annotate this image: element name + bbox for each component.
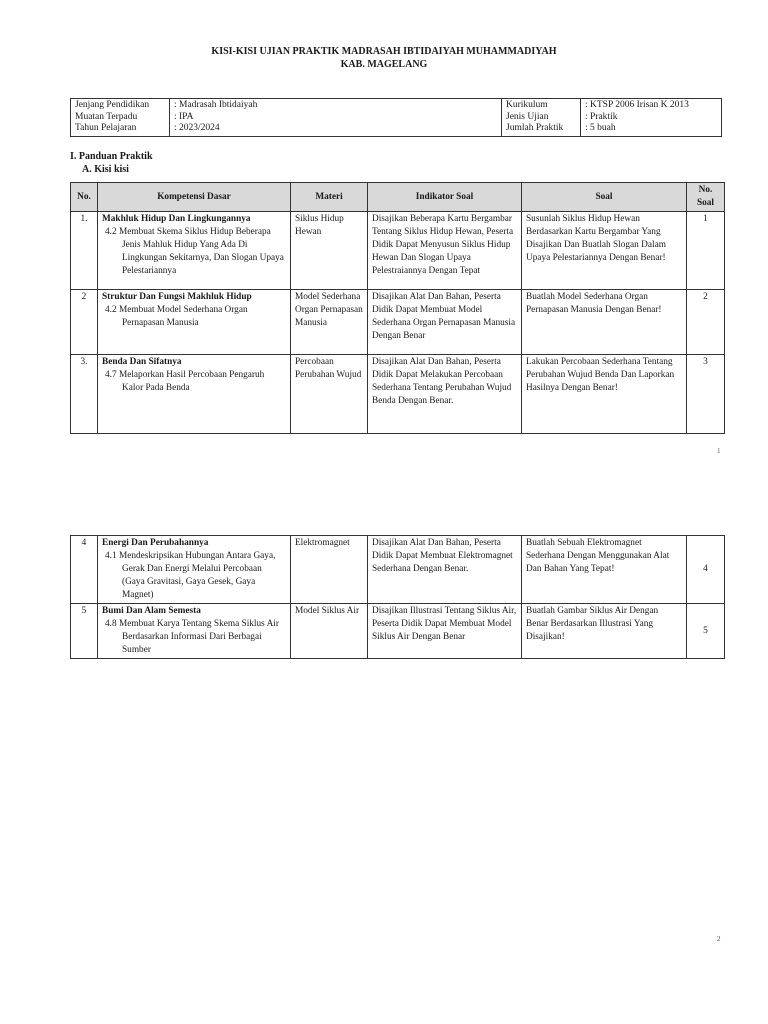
info-left-values (170, 99, 502, 137)
row-soal: Buatlah Gambar Siklus Air Dengan Benar Berdasarkan Illustrasi Yang Disajikan! (522, 604, 687, 659)
table-row (71, 604, 725, 659)
header-soal: Soal (522, 183, 687, 212)
document-subtitle: KAB. MAGELANG (340, 59, 428, 70)
row-soal: Buatlah Model Sederhana Organ Pernapasan Manusia Dengan Benar! (522, 290, 687, 355)
row-no: 3. (71, 355, 98, 434)
value-jumlah-praktik: : 5 buah (585, 123, 616, 133)
value-tahun: : 2023/2024 (174, 123, 220, 133)
info-right-labels (502, 99, 581, 137)
row-materi: Siklus Hidup Hewan (291, 212, 368, 290)
info-left-labels (71, 99, 170, 137)
info-right-values (581, 99, 722, 137)
row-materi: Model Sederhana Organ Pernapasan Manusia (291, 290, 368, 355)
row-kd (98, 212, 291, 290)
row-indikator: Disajikan Alat Dan Bahan, Peserta Didik Dapat Membuat Elektromagnet Sederhana Dengan Benar. (368, 536, 522, 604)
kd-sub: 4.2 Membuat Skema Siklus Hidup Beberapa Jenis Mahluk Hidup Yang Ada Di Lingkungan Sekitarnya, Dan Slogan Upaya Pelestariannya (105, 227, 284, 276)
section-subheading: A. Kisi kisi (82, 164, 129, 175)
row-kd (98, 536, 291, 604)
row-kd (98, 290, 291, 355)
row-soal: Lakukan Percobaan Sederhana Tentang Perubahan Wujud Benda Dan Laporkan Hasilnya Dengan Benar! (522, 355, 687, 434)
header-no-soal-line1: No. (698, 185, 713, 195)
kisi-table-page1 (70, 182, 725, 434)
row-no-soal: 1 (687, 212, 725, 290)
header-no-soal-line2: Soal (696, 198, 715, 208)
label-jenis-ujian: Jenis Ujian (506, 111, 549, 122)
kd-title: Makhluk Hidup Dan Lingkungannya (102, 214, 251, 224)
row-no-soal: 2 (687, 290, 725, 355)
row-indikator: Disajikan Alat Dan Bahan, Peserta Didik Dapat Melakukan Percobaan Sederhana Tentang Perubahan Wujud Benda Dengan Benar. (368, 355, 522, 434)
row-no: 1. (71, 212, 98, 290)
document-title: KISI-KISI UJIAN PRAKTIK MADRASAH IBTIDAIYAH MUHAMMADIYAH (211, 46, 557, 57)
row-materi: Model Siklus Air (291, 604, 368, 659)
info-table (70, 98, 722, 137)
label-tahun: Tahun Pelajaran (75, 123, 137, 133)
value-muatan: : IPA (174, 111, 194, 122)
kd-sub: 4.2 Membuat Model Sederhana Organ Pernapasan Manusia (105, 305, 248, 328)
label-jenjang: Jenjang Pendidikan (75, 100, 150, 110)
row-indikator: Disajikan Alat Dan Bahan, Peserta Didik Dapat Membuat Model Sederhana Organ Pernapasan Manusia Dengan Benar (368, 290, 522, 355)
row-indikator: Disajikan Beberapa Kartu Bergambar Tentang Siklus Hidup Hewan, Peserta Didik Dapat Menyusun Siklus Hidup Hewan Dan Slogan Upaya Pelestraiannya Dengan Tepat (368, 212, 522, 290)
row-soal: Buatlah Sebuah Elektromagnet Sederhana Dengan Menggunakan Alat Dan Bahan Yang Tepat! (522, 536, 687, 604)
row-no-soal: 5 (687, 604, 725, 659)
kd-title: Benda Dan Sifatnya (102, 357, 182, 367)
header-indikator: Indikator Soal (368, 183, 522, 212)
row-no-soal: 4 (687, 536, 725, 604)
row-no: 2 (71, 290, 98, 355)
kd-title: Struktur Dan Fungsi Makhluk Hidup (102, 292, 252, 302)
table-row (71, 290, 725, 355)
kd-sub: 4.1 Mendeskripsikan Hubungan Antara Gaya, Gerak Dan Energi Melalui Percobaan (Gaya Gravitasi, Gaya Gesek, Gaya Magnet) (105, 551, 276, 600)
kd-title: Energi Dan Perubahannya (102, 538, 209, 548)
page-number: 2 (717, 935, 721, 943)
row-kd (98, 604, 291, 659)
row-no: 4 (71, 536, 98, 604)
header-no-soal (687, 183, 725, 212)
row-indikator: Disajikan Illustrasi Tentang Siklus Air, Peserta Didik Dapat Membuat Model Siklus Air Dengan Benar (368, 604, 522, 659)
label-muatan: Muatan Terpadu (75, 111, 138, 122)
header-materi: Materi (291, 183, 368, 212)
label-kurikulum: Kurikulum (506, 100, 548, 110)
kd-sub: 4.8 Membuat Karya Tentang Skema Siklus Air Berdasarkan Informasi Dari Berbagai Sumber (105, 619, 279, 655)
kd-title: Bumi Dan Alam Semesta (102, 606, 201, 616)
row-kd (98, 355, 291, 434)
table-header-row (71, 183, 725, 212)
label-jumlah-praktik: Jumlah Praktik (506, 123, 564, 133)
row-no: 5 (71, 604, 98, 659)
table-row (71, 355, 725, 434)
value-jenis-ujian: : Praktik (585, 111, 618, 122)
page-number: 1 (717, 447, 721, 455)
kisi-table-page2 (70, 535, 725, 659)
row-no-soal: 3 (687, 355, 725, 434)
table-row (71, 536, 725, 604)
table-row (71, 212, 725, 290)
row-materi: Elektromagnet (291, 536, 368, 604)
row-soal: Susunlah Siklus Hidup Hewan Berdasarkan Kartu Bergambar Yang Disajikan Dan Buatlah Slogan Dalam Upaya Pelestariannya Dengan Benar! (522, 212, 687, 290)
kd-sub: 4.7 Melaporkan Hasil Percobaan Pengaruh Kalor Pada Benda (105, 370, 265, 393)
header-kd: Kompetensi Dasar (98, 183, 291, 212)
section-heading: I. Panduan Praktik (70, 151, 153, 162)
value-kurikulum: : KTSP 2006 Irisan K 2013 (585, 100, 689, 110)
header-no: No. (71, 183, 98, 212)
value-jenjang: : Madrasah Ibtidaiyah (174, 100, 258, 110)
row-materi: Percobaan Perubahan Wujud (291, 355, 368, 434)
